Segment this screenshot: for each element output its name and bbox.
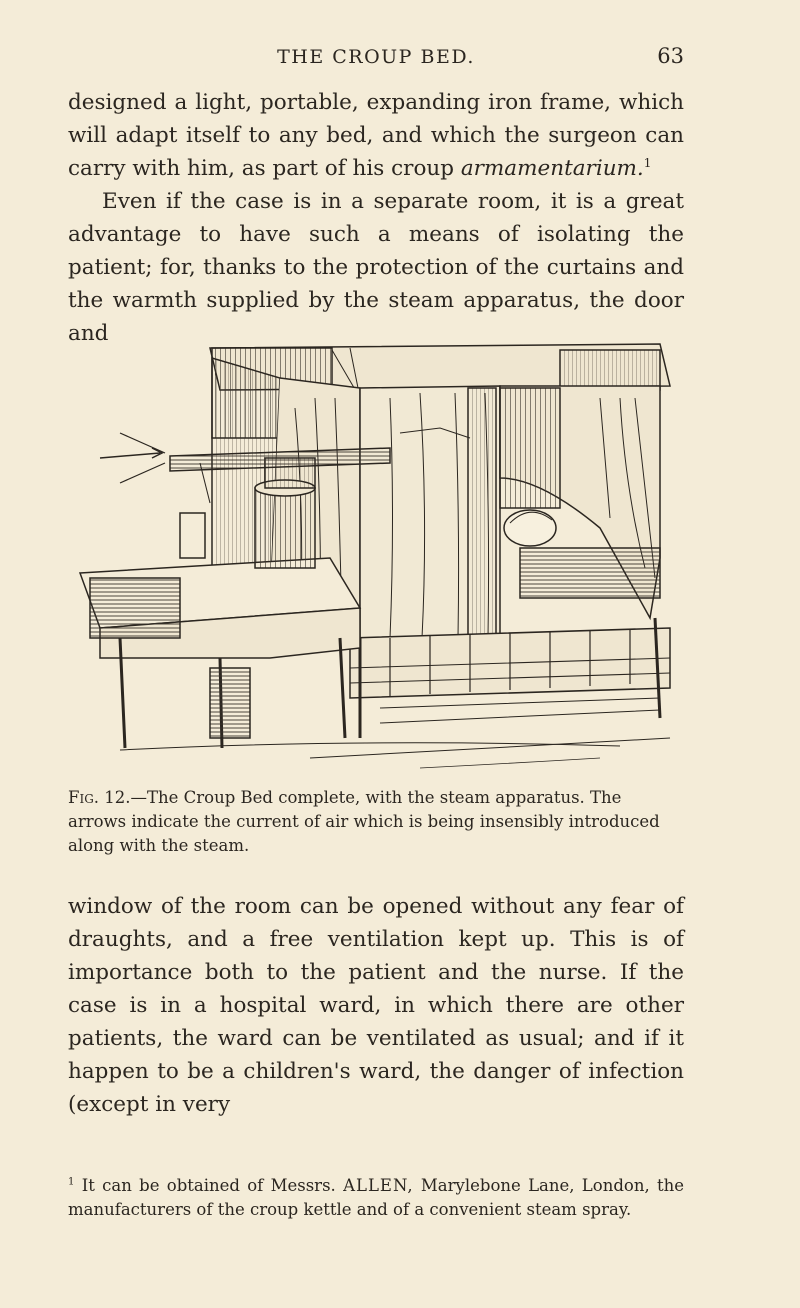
paragraph-bottom: window of the room can be opened without any fear of draughts, and a free ventilation kept up. This is of importance both to the patient and the nurse. If the case is in a hospital ward, in which there are other patients, the ward can be ventilated as usual; and if it happen to be a children's ward, the danger of infection (except in very — [68, 894, 684, 1117]
figure-caption-text: —The Croup Bed complete, with the steam apparatus. The arrows indicate the current of air which is being insensibly introduced along with the steam. — [68, 788, 660, 855]
figure-label: Fig. 12. — [68, 788, 131, 807]
croup-bed-illustration — [60, 338, 700, 778]
footnote-reference: 1 — [643, 155, 652, 170]
paragraph-top-continued: Even if the case is in a separate room, it is a great advantage to have such a means of isolating the patient; for, thanks to the protection of the curtains and the warmth supplied by the steam apparatus, the door and — [68, 189, 684, 346]
footnote — [68, 1174, 684, 1222]
italic-term: armamentarium. — [460, 156, 644, 181]
page-number: 63 — [657, 44, 684, 68]
croup-bed-engraving — [60, 338, 700, 778]
paragraph-top-text: designed a light, portable, expanding iron frame, which will adapt itself to any bed, and which the surgeon can carry with him, as part of his croup — [68, 90, 684, 181]
footnote-text-start: It can be obtained of Messrs. — [81, 1176, 344, 1195]
footnote-text-end: Marylebone Lane, London, the manufacturers of the croup kettle and of a convenient steam spray. — [68, 1176, 685, 1219]
paragraph-top — [68, 86, 684, 350]
page-header — [68, 40, 684, 72]
footnote-name: ALLEN, — [343, 1176, 414, 1195]
figure-caption — [68, 786, 684, 858]
footnote-marker: 1 — [68, 1176, 75, 1188]
running-head: THE CROUP BED. — [277, 46, 475, 68]
